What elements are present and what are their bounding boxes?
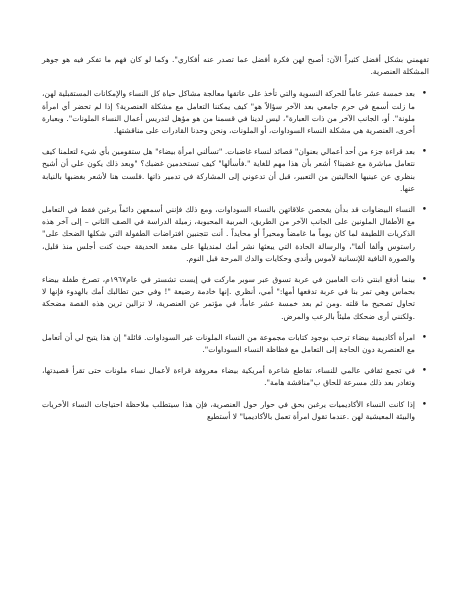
bullet-icon: •	[421, 332, 427, 343]
list-item-text: بعد قراءة جزء من أحد أعمالي بعنوان" قصائد لنساء غاضبات. "تسألني امرأة بيضاء" هل ستقومين بأي شيء لتعلمنا كيف نتعامل مباشرة مع غضبنا؟ أشعر بأن هذا مهم للغاية ".فأسألها" كيف تستخدمين غضبك؟ "وبعد ذلك يكون علي أن أشيح بنظري عن عينيها الخاليتين من التعبير، قبل أن تدعوني إلى المشاركة في تدمير ذاتها .فلست هنا لأشعر بغضبها بالنيابة عنها.	[42, 147, 415, 193]
list-item	[42, 88, 429, 137]
list-item-text: النساء البيضاوات قد بدأن يفحصن علاقاتهن بالنساء السوداوات، ومع ذلك فإنني أسمعهن دائماً يرغبن فقط في التعامل مع الأطفال الملونين على الجانب الآخر من الطريق، المربية المحبوبة، زميلة الدراسة في الصف الثاني – إلى آخر هذه الذكريات اللطيفة لما كان يوماً ما غامضاً ومحيراً أو محايداً . أنت تتجنبين افتراضات الطفولة التي شكلها الضحك على" راستوس وألفا ألفا"، والرسالة الحادة التي يبعثها نشر أمك لمنديلها على مقعد الحديقة حيث كنت أجلس منذ قليل، والصورة النافية للإنسانية لأموس وأندي وحكايات والدك المرحة قبل النوم.	[42, 205, 415, 263]
list-item	[42, 146, 429, 195]
bullet-icon: •	[421, 399, 427, 410]
list-item	[42, 399, 429, 423]
list-item-text: إذا كانت النساء الأكاديميات يرغبن بحق في حوار حول العنصرية، فإن هذا سيتطلب ملاحظة احتياجات النساء الأخريات والبيئة المعيشية لهن .عندما تقول امرأة تعمل بالأكاديميا" لا أستطيع	[42, 399, 415, 421]
bullet-icon: •	[421, 147, 427, 158]
list-item	[42, 365, 429, 389]
bullet-icon: •	[421, 275, 427, 286]
list-item-text: بينما أدفع ابنتي ذات العامين في عربة تسوق عبر سوبر ماركت في إيست تشستر في عام١٩٦٧م، تصرخ طفلة بيضاء بحماس وهي تمر بنا في عربة تدفعها أمها:" أمي، أنظري .إنها خادمة رضيعة "! وفي حين تطالبك أمك بالهدوء فإنها لا تحاول تصحيح ما قلته .ومن ثم بعد خمسة عشر عاماً، في مؤتمر عن العنصرية، لا تزالين ترين هذه القصة مضحكة .ولكنني أرى ضحكك مليئاً بالرعب والمرض.	[42, 275, 415, 321]
list-item-text: في تجمع ثقافي عالمي للنساء، تقاطع شاعرة أمريكية بيضاء معروفة قراءة لأعمال نساء ملونات حتى تقرأ قصيدتها، وتغادر بعد ذلك مسرعة للحاق ب"مناقشة هامة".	[42, 366, 415, 388]
list-item	[42, 332, 429, 356]
intro-paragraph: تفهمني بشكل أفضل كثيراً الآن: أصبح لهن فكرة أفضل عما تصدر عنه أفكاري". وكما لو كان فهم ما تفكر فيه هو جوهر المشكلة العنصرية.	[42, 55, 429, 77]
list-item-text: بعد خمسة عشر عاماً للحركة النسوية والتي تأخذ على عاتقها معالجة مشاكل حياة كل النساء والإمكانات المستقبلية لهن، ما زلت أسمع في حرم جامعي بعد الآخر سؤالاً هو" كيف يمكننا التعامل مع مشكلة العنصرية؟ إذا لم تحضر أي امرأة ملونة". أو، الجانب الآخر من ذات العبارة"، ليس لدينا في قسمنا من هو مؤهل لتدريس أعمال النساء الملونات". وبعبارة أخرى، العنصرية هي مشكلة النساء السوداوات، أو الملونات، ونحن وحدنا القادرات على مناقشتها.	[42, 89, 415, 136]
list-item-text: امرأة أكاديمية بيضاء ترحب بوجود كتابات مجموعة من النساء الملونات غير السوداوات. قائلة" إن هذا يتيح لي أن أتعامل مع العنصرية دون الحاجة إلى التعامل مع فظاظة النساء السوداوات".	[42, 332, 415, 355]
bullet-icon: •	[421, 205, 427, 216]
list-item	[42, 204, 429, 265]
bullet-icon: •	[421, 366, 427, 377]
list-item	[42, 274, 429, 323]
bullet-icon: •	[421, 89, 427, 100]
